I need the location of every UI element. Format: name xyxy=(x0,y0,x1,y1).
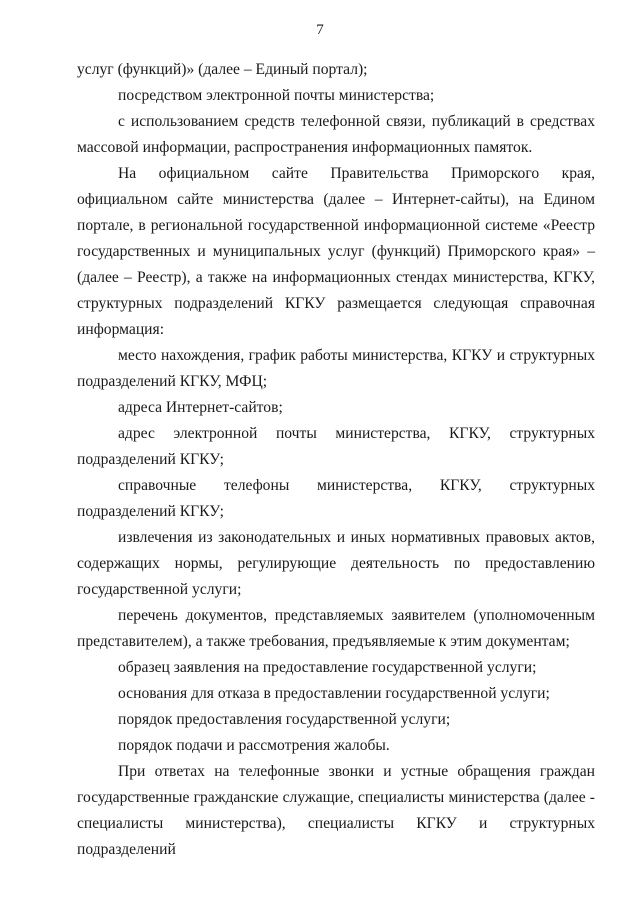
paragraph-8: справочные телефоны министерства, КГКУ, структурных подразделений КГКУ; xyxy=(77,477,595,520)
paragraph-1: услуг (функций)» (далее – Единый портал); xyxy=(77,61,368,78)
paragraph-4: На официальном сайте Правительства Приморского края, официальном сайте министерства (далее – Интернет-сайты), на Едином портале, в региональной государственной информационной системе «Реестр государственных и муниципальных услуг (функций) Приморского края» – (далее – Реестр), а также на информационных стендах министерства, КГКУ, структурных подразделений КГКУ размещается следующая справочная информация: xyxy=(77,165,595,338)
paragraph-13: порядок предоставления государственной услуги; xyxy=(118,711,451,728)
paragraph-6: адреса Интернет-сайтов; xyxy=(118,399,283,416)
paragraph-2: посредством электронной почты министерства; xyxy=(118,87,435,104)
document-body xyxy=(77,57,595,863)
paragraph-10: перечень документов, представляемых заявителем (уполномоченным представителем), а также требования, предъявляемые к этим документам; xyxy=(77,607,595,650)
paragraph-7: адрес электронной почты министерства, КГКУ, структурных подразделений КГКУ; xyxy=(77,425,595,468)
paragraph-12: основания для отказа в предоставлении государственной услуги; xyxy=(118,685,550,702)
paragraph-14: порядок подачи и рассмотрения жалобы. xyxy=(118,737,390,754)
paragraph-15: При ответах на телефонные звонки и устные обращения граждан государственные гражданские служащие, специалисты министерства (далее - специалисты министерства), специалисты КГКУ и структурных подразделений xyxy=(77,763,595,858)
paragraph-11: образец заявления на предоставление государственной услуги; xyxy=(118,659,537,676)
paragraph-3: с использованием средств телефонной связи, публикаций в средствах массовой информации, распространения информационных памяток. xyxy=(77,113,595,156)
paragraph-9: извлечения из законодательных и иных нормативных правовых актов, содержащих нормы, регулирующие деятельность по предоставлению государственной услуги; xyxy=(77,529,595,598)
page-number: 7 xyxy=(316,22,324,38)
paragraph-5: место нахождения, график работы министерства, КГКУ и структурных подразделений КГКУ, МФЦ; xyxy=(77,347,595,390)
